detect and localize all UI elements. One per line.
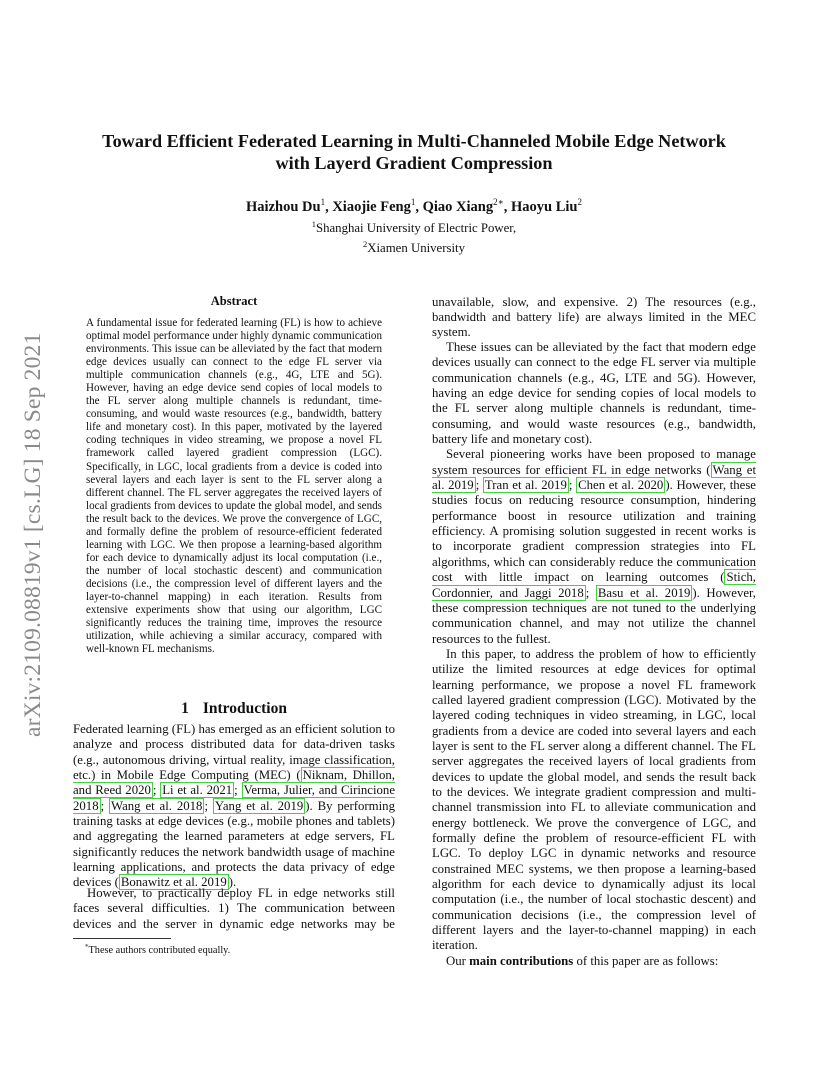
- section-heading: [73, 700, 395, 718]
- right-column-carryover: [432, 294, 756, 339]
- right-paragraph-4: Our main contributions of this paper are as follows:: [446, 953, 719, 968]
- citation-link[interactable]: Chen et al. 2020: [578, 478, 664, 493]
- intro-paragraph-1: Federated learning (FL) has emerged as an efficient solution to analyze and process distributed data for data-driven tasks (e.g., autonomous driving, virtual reality, image classification, etc.) in Mobile Edge Computing (MEC) ( Niknam, Dhillon, and Reed 2020 ; Li et al. 2021 ; Verma, Julier, and Cirincione 2018 ; Wang et al. 2018 ; Yang et al. 2019 ). By performing training tasks at edge devices (e.g., mobile phones and tablets) and aggregating the learned parameters at edge servers, FL significantly reduces the network bandwidth usage of machine learning applications, and protects the data privacy of edge devices ( Bonawitz et al. 2019 ).: [73, 722, 396, 890]
- citation-link[interactable]: Li et al. 2021: [162, 783, 233, 798]
- section-number: 1: [181, 700, 189, 717]
- left-column-tail: [73, 886, 395, 934]
- footnote-rule: [73, 938, 171, 939]
- intro-paragraph-2-continued: unavailable, slow, and expensive. 2) The resources (e.g., bandwidth and battery life) are always limited in the MEC system.: [432, 294, 756, 339]
- author: Xiaojie Feng$^1$,: [332, 197, 423, 215]
- abstract-body: A fundamental issue for federated learning (FL) is how to achieve optimal model performance under highly dynamic communication environments. This issue can be alleviated by the fact that modern edge devices usually can connect to the edge FL server via multiple communication channels (e.g., 4G, LTE and 5G). However, having an edge device send copies of local models to the FL server along multiple channels is redundant, time-consuming, and would waste resources (e.g., bandwidth, battery life and monetary cost). In this paper, motivated by the layered coding techniques in video streaming, we propose a novel FL framework called layered gradient compression (LGC). Specifically, in LGC, local gradients from a device is coded into several layers and each layer is sent to the FL server along a different channel. The FL server aggregates the received layers of local gradients from devices to update the global model, and sends the result back to the devices. We prove the convergence of LGC, and formally define the problem of resource-efficient federated learning with LGC. We then propose a learning-based algorithm for each device to dynamically adjust its local computation (i.e., the number of local stochastic descent) and communication decisions (i.e., the compression level of different layers and the layer-to-channel mapping) in each iteration. Results from extensive experiments show that using our algorithm, LGC significantly reduces the training time, improves the resource utilization, while achieving a similar accuracy, compared with well-known FL mechanisms.: [86, 317, 382, 656]
- citation-link[interactable]: Yang et al. 2019: [214, 798, 304, 813]
- citation-link[interactable]: Tran et al. 2019: [484, 478, 567, 493]
- bold-phrase: main contributions: [469, 953, 574, 968]
- citation-link[interactable]: Niknam, Dhillon, and Reed 2020: [73, 768, 395, 798]
- title-line-1: Toward Efficient Federated Learning in Multi-Channeled Mobile Edge Network: [102, 131, 726, 151]
- citation-link[interactable]: Wang et al. 2019: [432, 462, 756, 493]
- author: Haizhou Du$^1$,: [246, 197, 333, 215]
- intro-paragraph-2: However, to practically deploy FL in edge networks still faces several difficulties. 1) The communication between devices and the server in dynamic edge networks may be: [73, 886, 395, 931]
- citation-link[interactable]: Stich, Cordonnier, and Jaggi 2018: [432, 570, 756, 600]
- affiliation: $^2$Xiamen University: [363, 239, 465, 255]
- affiliation: $^1$Shanghai University of Electric Power,: [311, 219, 517, 235]
- right-paragraph-3: In this paper, to address the problem of how to efficiently utilize the limited resources at edge devices for optimal learning performance, we propose a novel FL framework called layered gradient compression (LGC). Motivated by the layered coding techniques in video streaming, in LGC, local gradients from a device are coded into several layers and each layer is sent to the FL server along a different channel. The FL server aggregates the received layers of local gradients from devices to update the global model, and sends the result back to the devices. We integrate gradient compression and multi-channel transmission into FL to alleviate communication and energy bottleneck. We prove the convergence of LGC, and formally define the problem of resource-efficient FL with LGC. To deploy LGC in dynamic networks and resource constrained MEC systems, we then propose a learning-based algorithm for each device to dynamically adjust its local computation (i.e., the number of local stochastic descent) and communication decisions (i.e., the compression level of different layers and the layer-to-channel mapping) in each iteration.: [432, 646, 756, 953]
- citation-link[interactable]: Basu et al. 2019: [597, 585, 691, 600]
- left-column-body: [73, 722, 395, 891]
- right-paragraph-1: These issues can be alleviated by the fact that modern edge devices usually can connect to the edge FL server via multiple communication channels (e.g., 4G, LTE and 5G). However, having an edge device for sending copies of local models to the FL server along multiple channels is redundant, time-consuming, and would waste resources (e.g., bandwidth, battery life and monetary cost).: [432, 340, 756, 447]
- author: Haoyu Liu$^2$: [510, 197, 582, 215]
- author: Qiao Xiang$^{2∗}$,: [422, 197, 511, 215]
- affiliations: [70, 216, 758, 256]
- right-paragraph-2: Several pioneering works have been proposed to manage system resources for efficient FL in edge networks ( Wang et al. 2019 ; Tran et al. 2019 ; Chen et al. 2020 ). However, these studies focus on reducing resource consumption, hindering performance boost in resource utilization and training efficiency. A promising solution suggested in recent works is to incorporate gradient compression strategies into FL algorithms, which can considerably reduce the communication cost with little impact on learning outcomes ( Stich, Cordonnier, and Jaggi 2018 ; Basu et al. 2019 ). However, these compression techniques are not tuned to the underlying communication channel, and may not utilize the channel resources to the fullest.: [432, 447, 756, 646]
- abstract-heading: Abstract: [210, 294, 258, 308]
- section-title: Introduction: [202, 700, 287, 717]
- title-line-2: with Layerd Gradient Compression: [275, 153, 553, 173]
- citation-link[interactable]: Verma, Julier, and Cirincione 2018: [73, 783, 396, 813]
- arxiv-stamp: arXiv:2109.08819v1 [cs.LG] 18 Sep 2021: [20, 332, 46, 738]
- paper-title: [70, 130, 758, 174]
- author-list: [70, 193, 758, 216]
- citation-link[interactable]: Bonawitz et al. 2019: [120, 875, 227, 890]
- citation-link[interactable]: Wang et al. 2018: [111, 798, 203, 813]
- right-column-body: [432, 340, 756, 969]
- footnote: *These authors contributed equally.: [85, 943, 231, 956]
